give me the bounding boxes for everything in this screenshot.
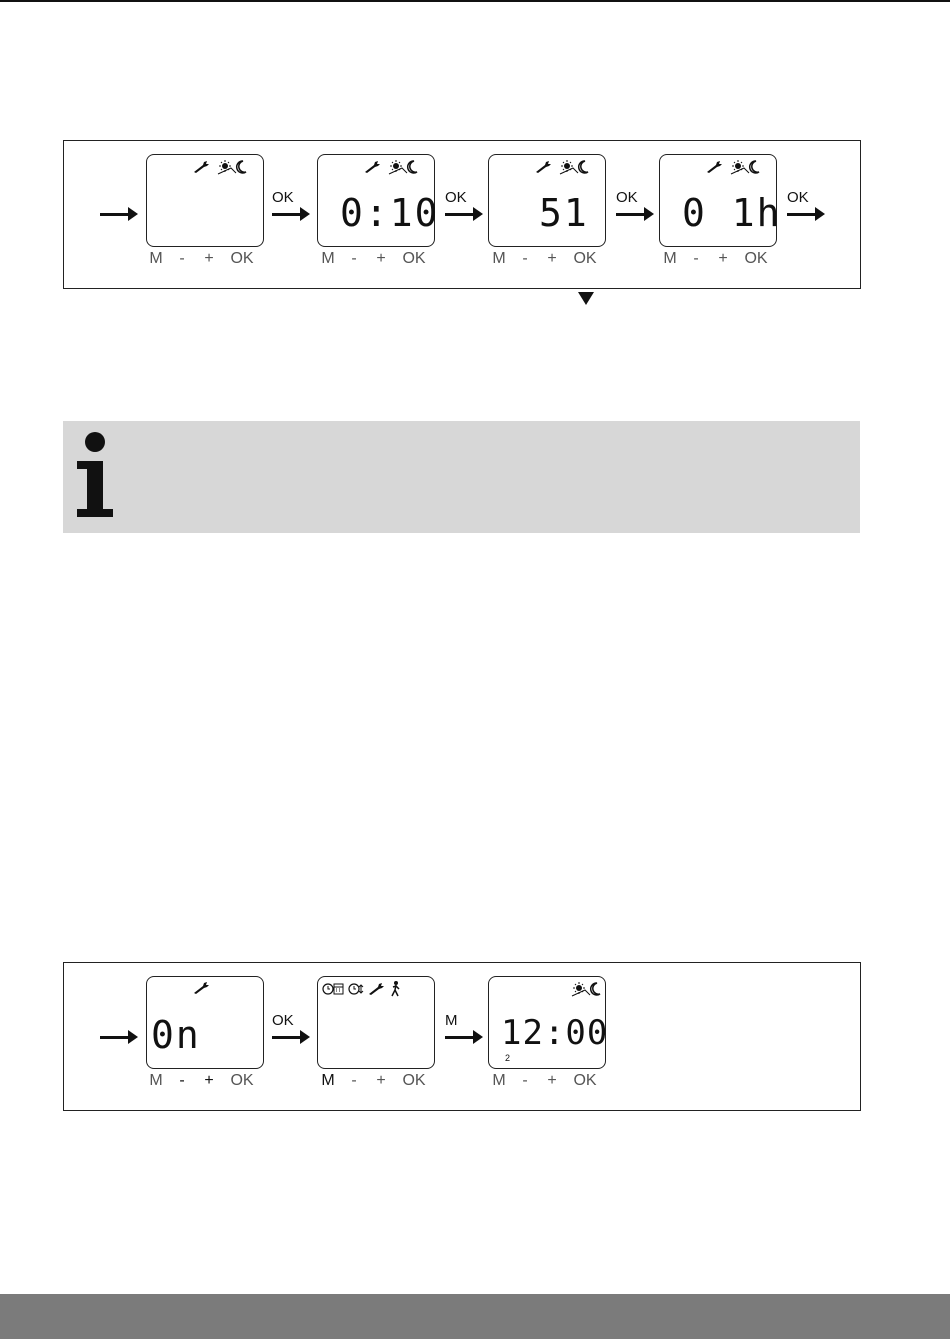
lcd-screen-on [146, 976, 264, 1069]
info-note-box [63, 421, 860, 533]
lcd-screen-1 [146, 154, 264, 247]
screen-icons [706, 159, 760, 175]
key-plus[interactable]: + [547, 250, 557, 267]
key-m[interactable]: M [321, 250, 335, 267]
sun-moon-icon [571, 981, 601, 997]
screen-icons [364, 159, 418, 175]
key-labels-c [487, 1072, 605, 1090]
lcd-screen-4 [659, 154, 782, 247]
sun-moon-icon [730, 159, 760, 175]
key-minus[interactable]: - [179, 1072, 185, 1089]
key-ok[interactable]: OK [573, 1072, 597, 1089]
lcd-screen-2 [317, 154, 440, 247]
lcd-subscript: 2 [505, 1053, 511, 1063]
key-minus[interactable]: - [522, 250, 528, 267]
screen-icons [322, 981, 403, 997]
screen-icons [193, 981, 211, 995]
wrench-icon [706, 160, 724, 174]
footer-bar [0, 1294, 950, 1339]
person-walking-icon [389, 981, 403, 997]
key-labels-4 [658, 250, 776, 268]
screen-icons [571, 981, 601, 997]
key-labels-a [144, 1072, 262, 1090]
lcd-digits: 51 [539, 191, 589, 235]
key-plus[interactable]: + [376, 250, 386, 267]
wrench-icon [193, 981, 211, 995]
key-plus[interactable]: + [204, 1072, 214, 1089]
top-rule [0, 0, 950, 2]
entry-arrow [100, 207, 138, 221]
clock-calendar-icon [322, 982, 344, 996]
key-plus[interactable]: + [718, 250, 728, 267]
lcd-digits: 0n [151, 1013, 201, 1057]
sequence-diagram-1 [63, 140, 861, 289]
clock-refresh-icon [347, 982, 365, 996]
wrench-icon [368, 982, 386, 996]
ok-arrow-2 [445, 189, 483, 221]
lcd-digits: 12:00 [501, 1013, 609, 1053]
arrow-label: M [445, 1012, 458, 1029]
key-m[interactable]: M [492, 1072, 506, 1089]
lcd-digits: 0:10 [340, 191, 440, 235]
wrench-icon [535, 160, 553, 174]
sun-moon-icon [388, 159, 418, 175]
key-labels-3 [487, 250, 605, 268]
ok-arrow-4 [787, 189, 825, 221]
screen-icons [535, 159, 589, 175]
key-ok[interactable]: OK [402, 1072, 426, 1089]
lcd-screen-clock [488, 976, 609, 1069]
key-labels-b [316, 1072, 434, 1090]
wrench-icon [193, 160, 211, 174]
wrench-icon [364, 160, 382, 174]
key-ok[interactable]: OK [230, 250, 254, 267]
key-plus[interactable]: + [376, 1072, 386, 1089]
key-ok[interactable]: OK [744, 250, 768, 267]
key-m[interactable]: M [321, 1072, 335, 1089]
key-minus[interactable]: - [693, 250, 699, 267]
key-labels-2 [316, 250, 434, 268]
sun-moon-icon [559, 159, 589, 175]
key-m[interactable]: M [149, 1072, 163, 1089]
key-m[interactable]: M [149, 250, 163, 267]
key-ok[interactable]: OK [230, 1072, 254, 1089]
key-minus[interactable]: - [179, 250, 185, 267]
sun-moon-icon [217, 159, 247, 175]
key-minus[interactable]: - [522, 1072, 528, 1089]
key-minus[interactable]: - [351, 1072, 357, 1089]
key-ok[interactable]: OK [402, 250, 426, 267]
ok-arrow-3 [616, 189, 654, 221]
key-labels-1 [144, 250, 262, 268]
screen-icons [193, 159, 247, 175]
info-icon [73, 431, 123, 521]
ok-arrow [272, 1012, 310, 1044]
lcd-screen-menu [317, 976, 435, 1069]
key-minus[interactable]: - [351, 250, 357, 267]
key-plus[interactable]: + [204, 250, 214, 267]
arrow-label: OK [272, 1012, 294, 1029]
arrow-label: OK [445, 189, 467, 206]
sequence-diagram-2 [63, 962, 861, 1111]
lcd-digits: 0 1h [682, 191, 782, 235]
arrow-label: OK [272, 189, 294, 206]
key-m[interactable]: M [492, 250, 506, 267]
m-arrow [445, 1012, 483, 1044]
arrow-label: OK [787, 189, 809, 206]
key-plus[interactable]: + [547, 1072, 557, 1089]
key-m[interactable]: M [663, 250, 677, 267]
down-triangle-marker [578, 292, 594, 305]
lcd-screen-3 [488, 154, 606, 247]
key-ok[interactable]: OK [573, 250, 597, 267]
ok-arrow-1 [272, 189, 310, 221]
arrow-label: OK [616, 189, 638, 206]
entry-arrow [100, 1030, 138, 1044]
